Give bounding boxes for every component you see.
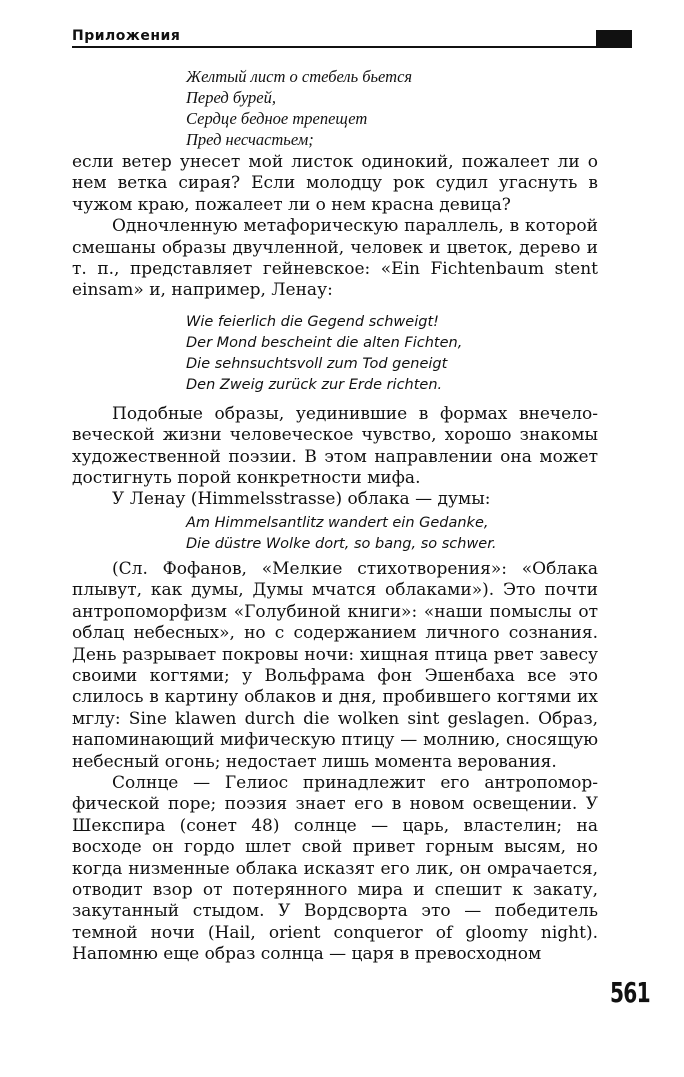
paragraph: (Сл. Фофанов, «Мелкие стихотворения»: «Облака плывут, как думы, Думы мчатся облаками»). Это почти антропоморфизм «Голубиной книги»: «наши помыслы от облац небесных», но с содержанием личного сознания. День разрывает покровы ночи: хищная птица рвет завесу своими когтями; у Вольфрама фон Эшенбаха все это слилось в картину облаков и дня, пробившего когтями их мглу: Sine klawen durch die wolken sint geslagen. Образ, напоминающий мифическую птицу — молнию, сносящую небесный огонь; недостает лишь момента верования. [72, 558, 598, 772]
verse-quote-himmelsstrasse [186, 513, 598, 555]
verse-line: Am Himmelsantlitz wandert ein Gedanke, [186, 514, 489, 531]
running-header [72, 26, 632, 52]
verse-line: Перед бурей, [186, 88, 277, 107]
verse-quote-russian [186, 66, 598, 150]
running-header-title: Приложения [72, 28, 181, 44]
verse-line: Den Zweig zurück zur Erde richten. [186, 376, 443, 393]
paragraph: если ветер унесет мой листок одинокий, пожалеет ли о нем ветка сирая? Если молодцу рок судил угаснуть в чужом краю, пожалеет ли о нем красна девица? [72, 152, 598, 215]
verse-line: Die düstre Wolke dort, so bang, so schwer. [186, 535, 497, 552]
verse-line: Wie feierlich die Gegend schweigt! [186, 313, 439, 330]
verse-line: Пред несчастьем; [186, 130, 314, 149]
header-rule [72, 46, 596, 48]
paragraph: Солнце — Гелиос принадлежит его антропоморфической поре; поэзия знает его в новом освещении. У Шекспира (сонет 48) солнце — царь, властелин; на восходе он гордо шлет свой привет горным высям, но когда низменные облака исказят его лик, он омрачается, отводит взор от потерянного мира и спешит к закату, закутанный стыдом. У Вордсворта это — победитель темной ночи (Hail, orient conqueror of gloomy night). Напомню еще образ солнца — царя в превосходном [72, 772, 598, 965]
page-number: 561 [610, 976, 650, 1009]
verse-line: Der Mond bescheint die alten Fichten, [186, 334, 463, 351]
page-body [72, 66, 598, 966]
paragraph: Подобные образы, уединившие в формах внечеловеческой жизни человеческое чувство, хорошо знакомы художественной поэзии. В этом направлении она может достигнуть порой конкретности мифа. [72, 403, 598, 489]
header-black-block [596, 30, 632, 48]
paragraph: У Ленау (Himmelsstrasse) облака — думы: [112, 489, 491, 510]
verse-line: Die sehnsuchtsvoll zum Tod geneigt [186, 355, 448, 372]
verse-line: Желтый лист о стебель бьется [186, 67, 413, 86]
verse-line: Сердце бедное трепещет [186, 109, 368, 128]
paragraph: Одночленную метафорическую параллель, в которой смешаны образы двучленной, человек и цветок, дерево и т. п., представляет гейневское: «Ein Fichtenbaum stent einsam» и, например, Ленау: [72, 216, 598, 301]
verse-quote-lenau [186, 312, 598, 396]
